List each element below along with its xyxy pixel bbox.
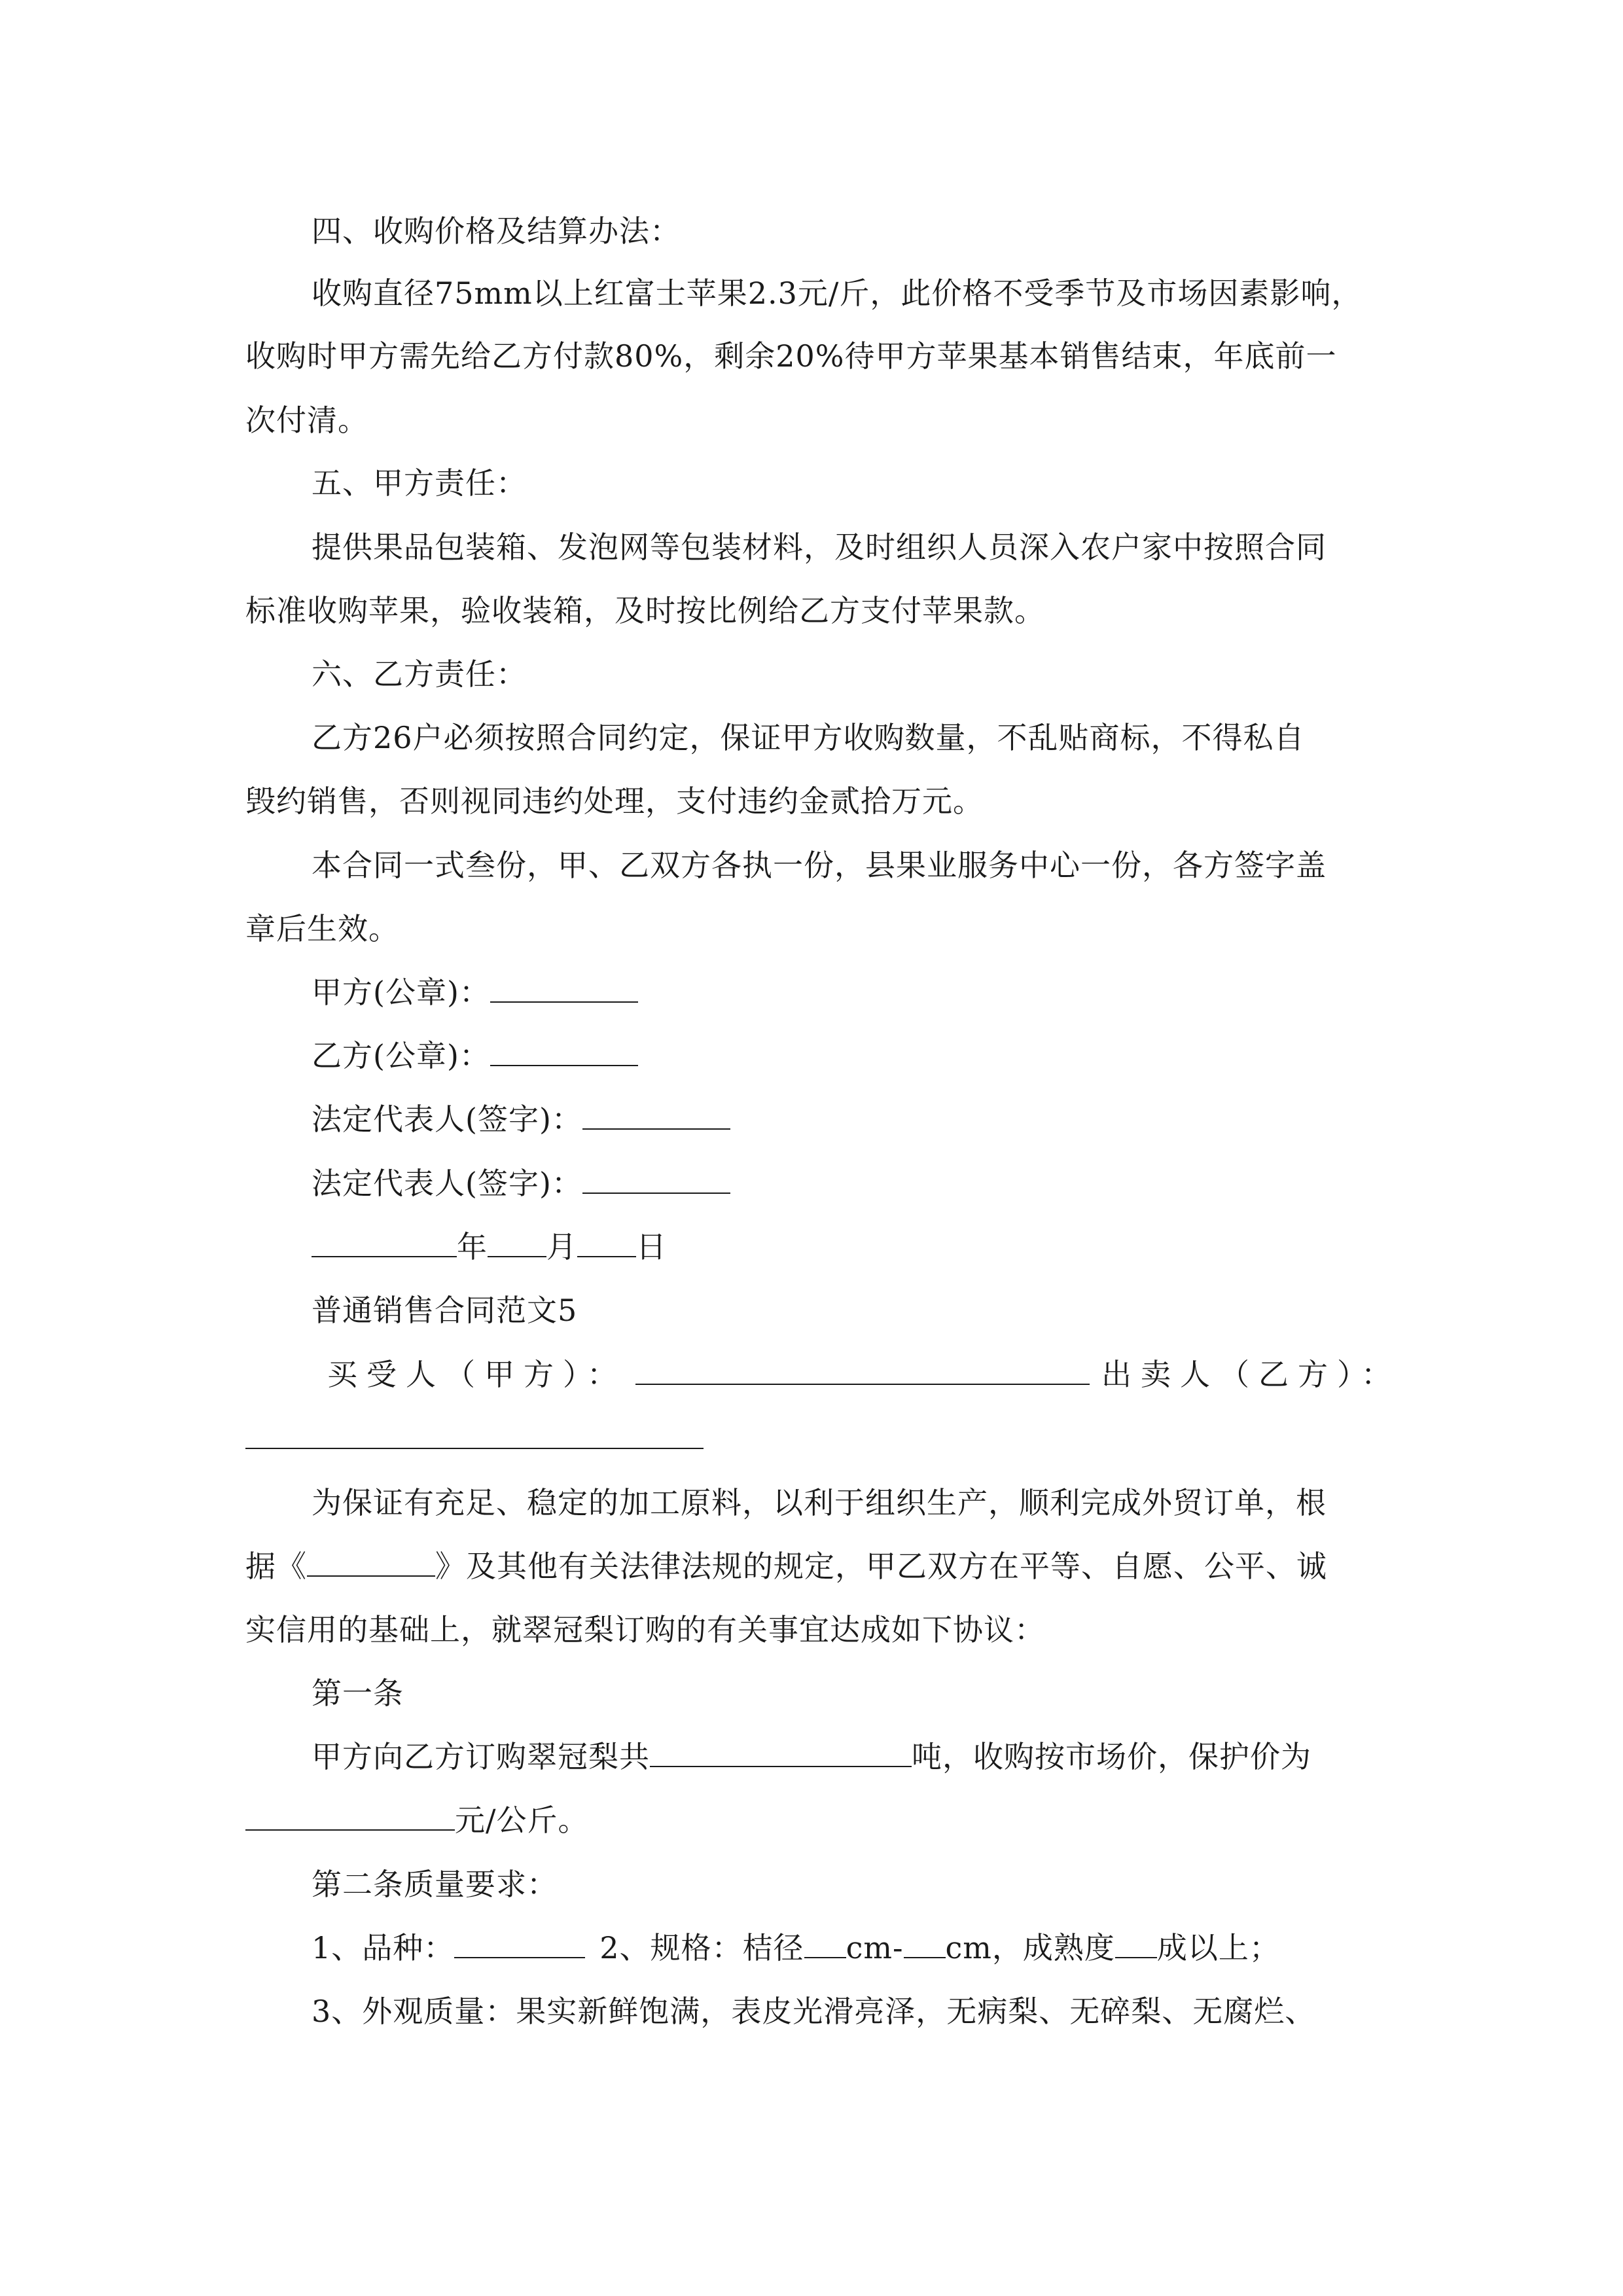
section-4-paragraph-line: 次付清。 — [245, 403, 368, 438]
article-1-line — [245, 1801, 589, 1840]
date-month-blank[interactable] — [488, 1227, 546, 1257]
variety-label: 1、品种： — [312, 1930, 455, 1965]
date-day-blank[interactable] — [577, 1227, 636, 1257]
seller-label: 出卖人（乙方）： — [1101, 1357, 1400, 1392]
representative-a — [312, 1100, 730, 1139]
article-2-item-line — [312, 1928, 1280, 1967]
section-4-title: 四、收购价格及结算办法： — [312, 213, 681, 249]
representative-b — [312, 1164, 730, 1203]
section-5-title: 五、甲方责任： — [312, 465, 527, 501]
intro-text: 》及其他有关法律法规的规定，甲乙双方在平等、自愿、公平、诚 — [435, 1549, 1327, 1584]
signature-party-a — [312, 973, 638, 1012]
section-5-paragraph-line: 标准收购苹果，验收装箱，及时按比例给乙方支付苹果款。 — [245, 593, 1045, 628]
article-1-text: 甲方向乙方订购翠冠梨共 — [312, 1739, 650, 1774]
signature-party-b — [312, 1036, 638, 1075]
intro-paragraph-line: 为保证有充足、稳定的加工原料，以利于组织生产，顺利完成外贸订单，根 — [312, 1485, 1327, 1520]
buyer-blank[interactable] — [635, 1355, 1090, 1385]
representative-b-blank[interactable] — [582, 1164, 730, 1194]
signature-party-b-label: 乙方(公章)： — [312, 1038, 490, 1073]
ripeness-blank[interactable] — [1115, 1928, 1157, 1958]
section-6-paragraph-line: 乙方26户必须按照合同约定，保证甲方收购数量，不乱贴商标，不得私自 — [312, 720, 1305, 755]
seller-blank[interactable] — [245, 1419, 704, 1449]
article-1-line — [312, 1737, 1311, 1776]
representative-a-label: 法定代表人(签字)： — [312, 1102, 582, 1137]
copies-paragraph-line: 本合同一式叁份，甲、乙双方各执一份，县果业服务中心一份，各方签字盖 — [312, 848, 1327, 883]
intro-paragraph-line — [245, 1547, 1327, 1586]
intro-text: 据《 — [245, 1549, 307, 1584]
buyer-label: 买受人（甲方）： — [327, 1357, 626, 1392]
article-2-item-line: 3、外观质量：果实新鲜饱满，表皮光滑亮泽，无病梨、无碎梨、无腐烂、 — [312, 1994, 1316, 2029]
article-1-text: 吨，收购按市场价，保护价为 — [912, 1739, 1311, 1774]
variety-blank[interactable] — [454, 1928, 585, 1958]
article-2-title: 第二条质量要求： — [312, 1867, 558, 1902]
intro-paragraph-line: 实信用的基础上，就翠冠梨订购的有关事宜达成如下协议： — [245, 1612, 1045, 1647]
section-6-title: 六、乙方责任： — [312, 656, 527, 692]
article-1-text: 元/公斤。 — [455, 1803, 589, 1838]
parties-line — [327, 1355, 1400, 1394]
representative-a-blank[interactable] — [582, 1100, 730, 1130]
seller-blank-line — [245, 1419, 704, 1458]
section-4-paragraph-line: 收购时甲方需先给乙方付款80%，剩余20%待甲方苹果基本销售结束，年底前一 — [245, 338, 1337, 374]
protection-price-blank[interactable] — [245, 1801, 455, 1831]
date-year-label: 年 — [457, 1229, 488, 1265]
section-4-paragraph-line: 收购直径75mm以上红富士苹果2.3元/斤，此价格不受季节及市场因素影响， — [312, 276, 1363, 311]
ripeness-suffix: 成以上； — [1156, 1930, 1280, 1965]
diameter-max-blank[interactable] — [904, 1928, 946, 1958]
signature-party-b-blank[interactable] — [490, 1036, 638, 1066]
date-day-label: 日 — [636, 1229, 667, 1265]
article-1-title: 第一条 — [312, 1676, 404, 1711]
contract-heading: 普通销售合同范文5 — [312, 1293, 578, 1328]
date-year-blank[interactable] — [312, 1227, 457, 1257]
spec-unit: cm- — [846, 1930, 904, 1965]
copies-paragraph-line: 章后生效。 — [245, 911, 399, 946]
date-month-label: 月 — [546, 1229, 577, 1265]
order-quantity-blank[interactable] — [650, 1737, 912, 1767]
signature-party-a-label: 甲方(公章)： — [312, 975, 490, 1010]
law-name-blank[interactable] — [307, 1547, 435, 1577]
signature-party-a-blank[interactable] — [490, 973, 638, 1003]
date-line — [312, 1227, 667, 1266]
section-6-paragraph-line: 毁约销售，否则视同违约处理，支付违约金贰拾万元。 — [245, 783, 984, 819]
spec-label: 2、规格：桔径 — [599, 1930, 804, 1965]
section-5-paragraph-line: 提供果品包装箱、发泡网等包装材料，及时组织人员深入农户家中按照合同 — [312, 529, 1327, 565]
diameter-min-blank[interactable] — [804, 1928, 846, 1958]
representative-b-label: 法定代表人(签字)： — [312, 1166, 582, 1201]
ripeness-label: cm，成熟度 — [945, 1930, 1115, 1965]
